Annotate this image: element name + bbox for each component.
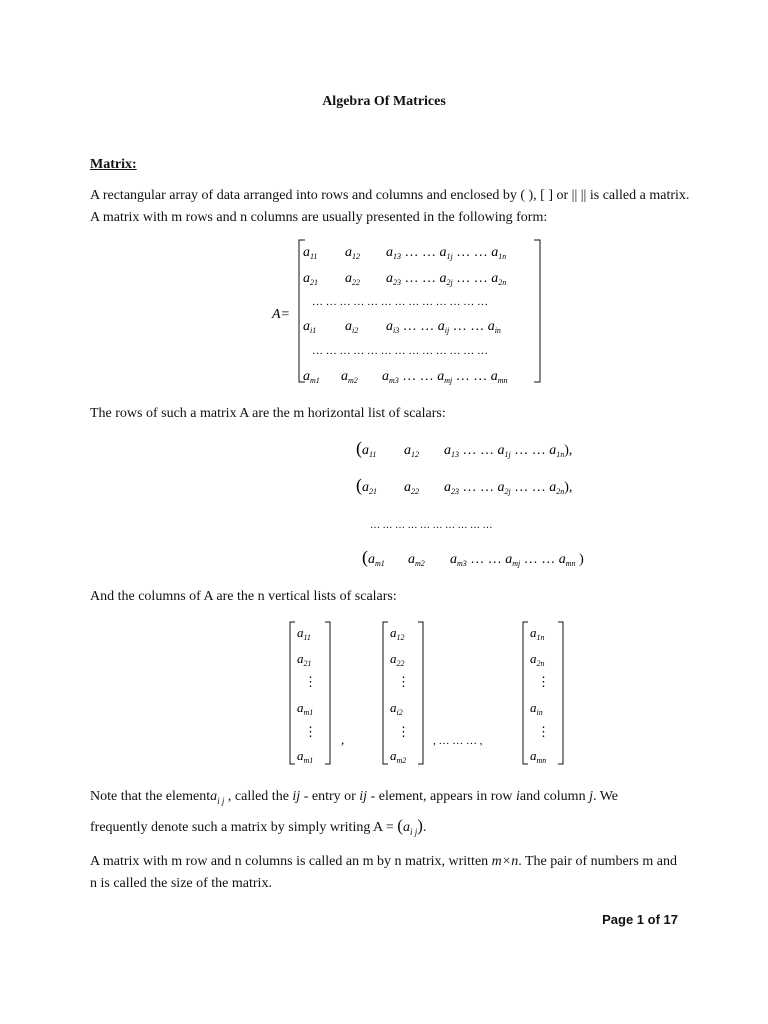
svg-text:a22: $a_{22}$: [404, 480, 419, 496]
svg-text:ai1: $a_{i1}$: [303, 319, 317, 335]
svg-text:⋮: ⋮: [537, 724, 550, 739]
matrix-label: A=: [272, 307, 290, 322]
paragraph-element-note: [90, 786, 690, 843]
svg-text:a21: $a_{21}$: [297, 651, 312, 668]
paragraph-rows: The rows of such a matrix A are the m horizontal list of scalars:: [90, 406, 446, 421]
svg-text:(: (: [356, 438, 362, 458]
para4-text-e: and column: [519, 789, 586, 804]
svg-text:am1: $a_{m1}$: [297, 748, 314, 765]
svg-text:a21: $a_{21}$: [303, 271, 318, 287]
column-vector-1: [290, 622, 344, 765]
column-vector-2: [383, 622, 483, 765]
para4-text-f: . We: [592, 789, 619, 804]
svg-text:am2: $a_{m2}$: [408, 552, 425, 568]
svg-text:ai2: $a_{i2}$: [390, 700, 403, 717]
paragraph-definition: A rectangular array of data arranged into rows and columns and enclosed by ( ), [ ] or || || is called a matrix. A matrix with m rows and n columns are usually presented in the following form:: [90, 188, 690, 225]
para5-text-b: . The pair of numbers m and: [518, 854, 677, 869]
svg-text:a23 … … a2j … … a2n),: $a_{23}$ … … $a_{2j}$ … … $a_{2n}$),: [444, 480, 573, 496]
para4-text-b: , called the: [227, 789, 289, 804]
row-vector-ellipsis: … … … … … … … … … …: [370, 520, 493, 531]
svg-text:ai3 … … aij … … ain: $a_{i3}$ … … $a_{ij}$ … … $a_{in}$: [386, 319, 501, 335]
svg-text:ain: $a_{in}$: [530, 700, 543, 717]
para5-text-c: n is called the size of the matrix.: [90, 876, 272, 891]
svg-text:am1: $a_{m1}$: [303, 369, 320, 385]
svg-text:a21: $a_{21}$: [362, 480, 377, 496]
svg-text:a11: $a_{11}$: [297, 625, 311, 642]
svg-text:a12: $a_{12}$: [390, 625, 405, 642]
svg-text:amn: $a_{mn}$: [530, 748, 547, 765]
svg-text:⋮: ⋮: [304, 674, 317, 689]
svg-text:⋮: ⋮: [537, 674, 550, 689]
svg-text:a11: $a_{11}$: [362, 443, 377, 459]
svg-text:a12: $a_{12}$: [345, 245, 360, 261]
paragraph-size: [90, 851, 690, 895]
page-number: Page 1 of 17: [602, 912, 678, 927]
svg-text:ai2: $a_{i2}$: [345, 319, 359, 335]
svg-text:a13 … … a1j … … a1n),: $a_{13}$ … … $a_{1j}$ … … $a_{1n}$),: [444, 443, 573, 459]
para5-text-a: A matrix with m row and n columns is called an m by n matrix, written: [90, 854, 489, 869]
svg-text:⋮: ⋮: [397, 724, 410, 739]
svg-text:am2: $a_{m2}$: [390, 748, 407, 765]
svg-text:⋮: ⋮: [304, 724, 317, 739]
para4-text-c: - entry or: [303, 789, 356, 804]
svg-text:… … … … … … … … … … … … …: … … … … … … … … … … … … …: [312, 345, 488, 357]
math-i: i: [515, 789, 520, 804]
para4-text-g: frequently denote such a matrix by simply writing A =: [90, 820, 394, 835]
svg-text:am2: $a_{m2}$: [341, 369, 358, 385]
math-j: j: [589, 789, 593, 804]
column-vector-n: [523, 622, 563, 765]
para4-text-d: - element, appears in row: [370, 789, 513, 804]
page-title: Algebra Of Matrices: [322, 94, 446, 109]
svg-text:,: ,: [341, 732, 345, 747]
svg-text:am3 … … amj … … amn: $a_{m3}$ … … $a_{mj}$ … … $a_{mn}$: [382, 369, 508, 385]
svg-text:⋮: ⋮: [397, 674, 410, 689]
svg-text:a12: $a_{12}$: [404, 443, 419, 459]
svg-text:a23 … … a2j … … a2n: $a_{23}$ … … $a_{2j}$ … … $a_{2n}$: [386, 271, 507, 287]
svg-text:(: (: [356, 475, 362, 495]
svg-text:a22: $a_{22}$: [390, 651, 405, 668]
svg-text:a11: $a_{11}$: [303, 245, 318, 261]
svg-text:a22: $a_{22}$: [345, 271, 360, 287]
svg-text:am1: $a_{m1}$: [297, 700, 314, 717]
svg-text:a1n: $a_{1n}$: [530, 625, 545, 642]
section-heading-matrix: Matrix:: [90, 157, 137, 172]
math-ij-1: ij: [292, 789, 301, 804]
para4-text-a: Note that the element: [90, 789, 211, 804]
svg-text:… … … … … … … … … … … … …: … … … … … … … … … … … … …: [312, 296, 488, 308]
math-matrix-notation: $(a_{i j})$.: [397, 816, 427, 837]
svg-text:(: (: [362, 547, 368, 567]
svg-text:a2n: $a_{2n}$: [530, 651, 545, 668]
svg-text:am3 … … amj … … amn ): $a_{m3}$ … … $a_{mj}$ … … $a_{mn}$ ): [450, 552, 584, 568]
math-ij-2: ij: [359, 789, 368, 804]
math-m-times-n: m×n: [491, 854, 519, 869]
math-aij: $a_{i j}$: [210, 789, 225, 806]
svg-text:am1: $a_{m1}$: [368, 552, 385, 568]
paragraph-columns: And the columns of A are the n vertical lists of scalars:: [90, 589, 397, 604]
svg-text:a13 … … a1j … … a1n: $a_{13}$ … … $a_{1j}$ … … $a_{1n}$: [386, 245, 507, 261]
svg-text:, … … … ,: , … … … ,: [433, 735, 483, 747]
